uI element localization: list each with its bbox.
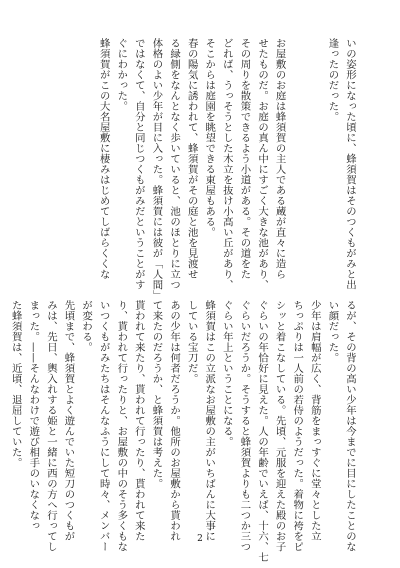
text-line: どれば、うっそうとした木立を抜け小高い丘があり、 xyxy=(220,38,233,290)
text-line: た蜂須賀は、近頃、退屈していた。 xyxy=(9,300,22,468)
text-line: そこからは庭園を眺望できる東屋もある。 xyxy=(203,38,216,238)
text-line: みは、先日、輿入れする姫と一緒に西の方へ行ってし xyxy=(44,300,57,552)
text-line: 先頃まで、蜂須賀とよく遊んでいた短刀のつくもが xyxy=(62,300,75,542)
text-line: ではなくて、自分と同じつくもがみだということがす xyxy=(132,38,145,290)
text-line: て来たのだろうか、と蜂須賀は考えた。 xyxy=(150,300,163,489)
text-line: が変わる。 xyxy=(80,300,93,353)
text-line: 蜂須賀はこの立派なお屋敷の主がいちばんに大事に xyxy=(203,300,216,542)
text-line: お屋敷のお庭は蜂須賀の主人である蔵が直々に造ら xyxy=(273,38,286,280)
text-line: 体格のよい少年が目に入った。蜂須賀には彼が「人間」 xyxy=(150,38,163,301)
text-block-top xyxy=(26,38,358,301)
text-line xyxy=(305,38,323,276)
text-line: り、貰われて行ったりと、お屋敷の中のそう多くもな xyxy=(115,300,128,552)
text-line: い顔だった。 xyxy=(326,300,339,363)
text-block-bottom xyxy=(9,300,358,563)
text-line: せたものだ。お庭の真ん中にすごく大きな池があり、 xyxy=(256,38,269,290)
text-line: あの少年は何者だろうか。他所のお屋敷から貰われ xyxy=(168,300,181,542)
text-line: 少年は肩幅が広く、背筋をまっすぐに堂々とした立 xyxy=(308,300,321,542)
text-line: る緑側をなんとなく歩いていると、池のほとりに立つ xyxy=(168,38,181,290)
text-line: ぐらいだろうか。そうすると蜂須賀よりも二つか三つ xyxy=(238,300,251,552)
text-line: ぐらい年上ということになる。 xyxy=(220,300,233,447)
text-line: 貰われて来たり、貰われて行ったり、貰われて来た xyxy=(132,300,145,542)
text-line: 蜂須賀がこの大名屋敷に棲みはじめてしばらくくな xyxy=(97,38,110,280)
page-number: 2 xyxy=(197,534,203,544)
text-line: いの姿形になった頃に、蜂須賀はそのつくもがみと出 xyxy=(344,38,356,290)
text-line: 逢ったのだった。 xyxy=(326,38,339,122)
text-line: ちっぷりは一人前の若侍のようだった。着物に袴をピ xyxy=(291,300,304,552)
text-line: その周りを散策できるよう小道がある。その道をた xyxy=(238,38,251,280)
text-line: るが、その背の高い少年は今までに目にしたことのな xyxy=(344,300,356,552)
text-line xyxy=(288,38,306,276)
text-line: している宝刀だ。 xyxy=(185,300,198,384)
text-line: ぐらいの年恰好に見えた。人の年齢でいえば、十六、七 xyxy=(256,300,269,563)
text-line: いつくもがみたちはそんなふうにして時々、メンバー xyxy=(97,300,110,552)
text-line: ぐにわかった。 xyxy=(115,38,128,112)
text-line: まった。——そんなわけで遊び相手のいなくなっ xyxy=(27,300,40,531)
text-line: 春の陽気に誘われて、蜂須賀がその庭と池を見渡せ xyxy=(185,38,198,280)
text-line: シッと着こなしている。先頃、元服を迎えた殿のお子 xyxy=(273,300,286,552)
